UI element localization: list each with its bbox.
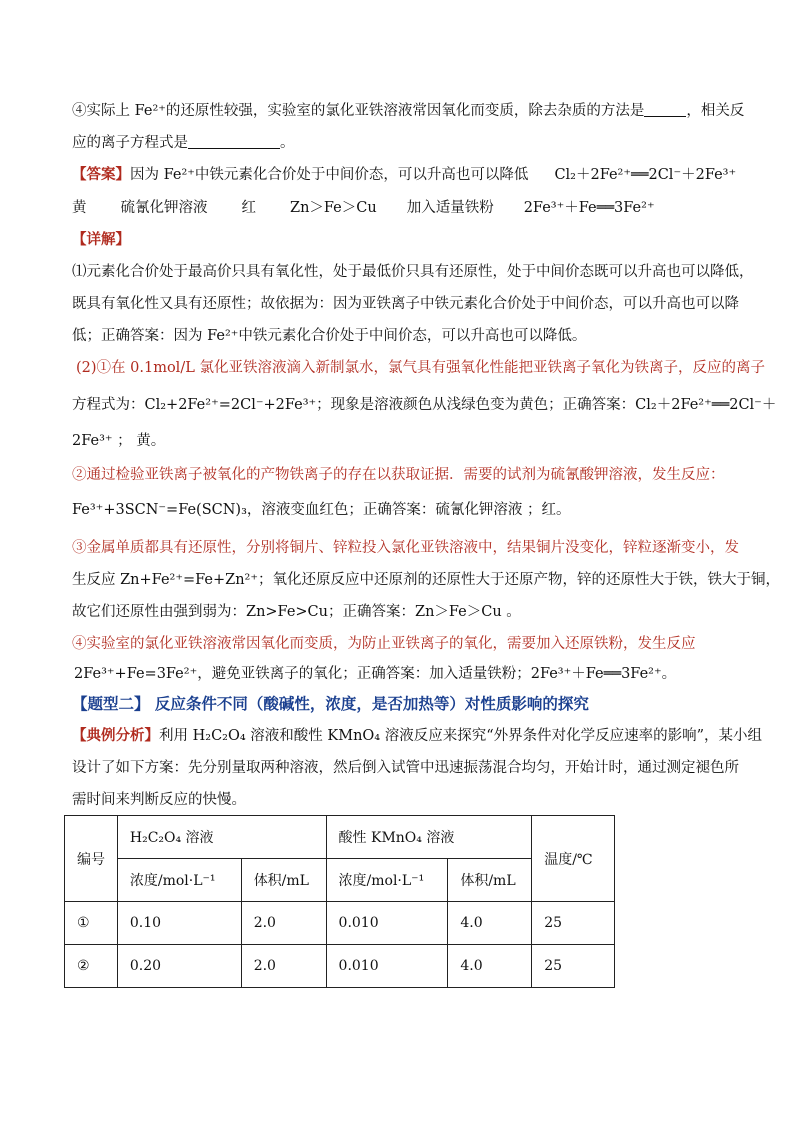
header-concentration-1: 浓度/mol·L⁻¹ [117, 859, 241, 902]
detail-p4-line-1: ③金属单质都具有还原性，分别将铜片、锌粒投入氯化亚铁溶液中，结果铜片没变化，锌粒逐渐变小，发 [72, 540, 739, 556]
detail-p1-line-1: ⑴元素化合价处于最高价只具有氧化性，处于最低价只具有还原性，处于中间价态既可以升高也可以降低， [72, 264, 754, 280]
answer-3: 黄 [72, 200, 87, 216]
cell-vol-1: 2.0 [241, 945, 326, 988]
detail-p4-line-2: 生反应 Zn+Fe²⁺=Fe+Zn²⁺；氧化还原反应中还原剂的还原性大于还原产物，锌的还原性大于铁，铁大于铜， [72, 572, 781, 588]
blank-2 [188, 134, 280, 149]
detail-p1-line-3: 低；正确答案：因为 Fe²⁺中铁元素化合价处于中间价态，可以升高也可以降低。 [72, 328, 587, 344]
detail-p2-line-3: 2Fe³⁺ ； 黄。 [72, 433, 166, 449]
question-4-text: ④实际上 Fe²⁺的还原性较强，实验室的氯化亚铁溶液常因氧化而变质，除去杂质的方法是 [72, 103, 645, 119]
answer-8: 2Fe³⁺＋Fe══3Fe²⁺ [523, 200, 655, 216]
example-line-2: 设计了如下方案：先分别量取两种溶液，然后倒入试管中迅速振荡混合均匀，开始计时，通过测定褪色所 [72, 760, 739, 776]
header-volume-2: 体积/mL [448, 859, 532, 902]
answer-1: 因为 Fe²⁺中铁元素化合价处于中间价态，可以升高也可以降低 [130, 167, 529, 183]
header-temperature: 温度/℃ [532, 816, 615, 902]
question-4-text-cont: ，相关反 [686, 103, 745, 119]
cell-temp: 25 [532, 945, 615, 988]
detail-p1-line-2: 既具有氧化性又具有还原性；故依据为：因为亚铁离子中铁元素化合价处于中间价态，可以升高也可以降 [72, 296, 739, 312]
cell-conc-1: 0.10 [117, 902, 241, 945]
detail-p3-line-2: Fe³⁺+3SCN⁻=Fe(SCN)₃，溶液变血红色；正确答案：硫氰化钾溶液 ；红。 [72, 502, 571, 518]
answer-6: Zn＞Fe＞Cu [290, 200, 377, 216]
blank-1 [644, 102, 686, 117]
detail-p5-line-2: 2Fe³⁺+Fe=3Fe²⁺，避免亚铁离子的氧化；正确答案：加入适量铁粉；2Fe³⁺＋Fe══3Fe²⁺。 [74, 666, 677, 682]
detail-tag: 【详解】 [72, 231, 130, 248]
answer-5: 红 [241, 200, 256, 216]
header-kmno4: 酸性 KMnO₄ 溶液 [326, 816, 532, 859]
cell-vol-2: 4.0 [448, 902, 532, 945]
example-tag: 【典例分析】 [72, 727, 159, 744]
answer-2: Cl₂＋2Fe²⁺══2Cl⁻＋2Fe³⁺ [554, 167, 737, 183]
cell-conc-1: 0.20 [117, 945, 241, 988]
header-volume-1: 体积/mL [241, 859, 326, 902]
table-header-row-1 [65, 816, 615, 859]
answer-line-2 [72, 198, 655, 218]
detail-p3-line-1: ②通过检验亚铁离子被氧化的产物铁离子的存在以获取证据．需要的试剂为硫氰酸钾溶液，发生反应： [72, 467, 725, 483]
header-number: 编号 [65, 816, 118, 902]
answer-line-1 [72, 165, 736, 185]
detail-p2-line-1: (2)①在 0.1mol/L 氯化亚铁溶液滴入新制氯水，氯气具有强氧化性能把亚铁离子氧化为铁离子，反应的离子 [76, 360, 765, 376]
table-row [65, 945, 615, 988]
detail-p2-line-2: 方程式为：Cl₂+2Fe²⁺=2Cl⁻+2Fe³⁺；现象是溶液颜色从浅绿色变为黄色；正确答案：Cl₂＋2Fe²⁺══2Cl⁻＋ [72, 397, 777, 413]
example-line-1 [72, 726, 762, 746]
cell-id: ① [65, 902, 118, 945]
cell-vol-1: 2.0 [241, 902, 326, 945]
cell-temp: 25 [532, 902, 615, 945]
experiment-table [64, 815, 615, 988]
example-line-3: 需时间来判断反应的快慢。 [72, 792, 246, 808]
question-4-line-2 [72, 133, 295, 153]
header-concentration-2: 浓度/mol·L⁻¹ [326, 859, 448, 902]
answer-4: 硫氰化钾溶液 [120, 200, 208, 216]
detail-p4-line-3: 故它们还原性由强到弱为：Zn>Fe>Cu；正确答案：Zn＞Fe＞Cu 。 [72, 604, 521, 620]
answer-tag: 【答案】 [72, 166, 130, 183]
question-4-text-2: 应的离子方程式是 [72, 135, 188, 151]
cell-conc-2: 0.010 [326, 945, 448, 988]
detail-p5-line-1: ④实验室的氯化亚铁溶液常因氧化而变质，为防止亚铁离子的氧化，需要加入还原铁粉，发生反应 [72, 636, 696, 652]
example-text-1: 利用 H₂C₂O₄ 溶液和酸性 KMnO₄ 溶液反应来探究“外界条件对化学反应速率的影响”，某小组 [159, 728, 763, 744]
cell-vol-2: 4.0 [448, 945, 532, 988]
header-h2c2o4: H₂C₂O₄ 溶液 [117, 816, 326, 859]
answer-7: 加入适量铁粉 [406, 200, 494, 216]
cell-conc-2: 0.010 [326, 902, 448, 945]
section-title: 【题型二】 反应条件不同（酸碱性，浓度，是否加热等）对性质影响的探究 [72, 694, 589, 713]
table-row [65, 902, 615, 945]
cell-id: ② [65, 945, 118, 988]
question-4-end: 。 [280, 135, 295, 151]
question-4-line-1 [72, 101, 744, 121]
